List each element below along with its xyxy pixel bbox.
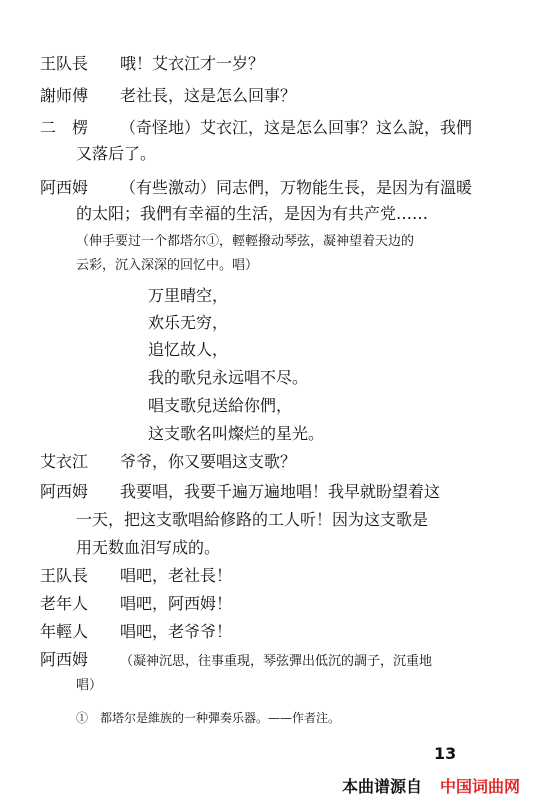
dialogue-text: （有些激动）同志們，万物能生長，是因为有溫暖 [120, 178, 473, 197]
page-number: 13 [434, 744, 457, 763]
speaker-name: 老年人 [40, 594, 89, 613]
speaker-name: 二 楞 [40, 118, 89, 137]
speaker-name: 阿西姆 [40, 650, 89, 669]
footnote: ① 都塔尔是維族的一种彈奏乐器。——作者注。 [76, 711, 341, 725]
source-watermark [342, 774, 520, 797]
speaker-name: 艾衣江 [40, 452, 89, 471]
speaker-name: 阿西姆 [40, 178, 89, 197]
song-line: 万里晴空， [148, 286, 229, 305]
dialogue-text: （奇怪地）艾衣江，这是怎么回事？这么說，我們 [120, 118, 473, 137]
footnote-divider [40, 688, 218, 694]
song-line: 我的歌兒永远唱不尽。 [148, 368, 309, 387]
dialogue-text: 唱） [76, 678, 103, 693]
source-label: 本曲谱源自 [342, 777, 423, 796]
speaker-name: 阿西姆 [40, 482, 89, 501]
dialogue-text: 用无数血泪写成的。 [76, 538, 221, 557]
dialogue-text: 哦！艾衣江才一岁？ [120, 54, 265, 73]
dialogue-text: 唱吧，老社長！ [120, 566, 233, 585]
dialogue-text: （凝神沉思，往事重現，琴弦彈出低沉的調子，沉重地 [120, 654, 433, 669]
speaker-name: 王队長 [40, 54, 89, 73]
dialogue-text: 我要唱，我要千遍万遍地唱！我早就盼望着这 [120, 482, 441, 501]
song-line: 这支歌名叫燦烂的星光。 [148, 424, 325, 443]
dialogue-text: 唱吧，阿西姆！ [120, 594, 233, 613]
dialogue-text: 一天，把这支歌唱給修路的工人听！因为这支歌是 [76, 510, 429, 529]
speaker-name: 謝师傅 [40, 86, 89, 105]
song-line: 欢乐无穷， [148, 313, 229, 332]
song-line: 唱支歌兒送給你們， [148, 396, 293, 415]
stage-direction-text: 云彩，沉入深深的回忆中。唱） [76, 258, 259, 273]
speaker-name: 王队長 [40, 566, 89, 585]
speaker-name: 年輕人 [40, 622, 89, 641]
source-brand-link[interactable]: 中国词曲网 [440, 777, 521, 796]
dialogue-text: 老社長，这是怎么回事？ [120, 86, 297, 105]
dialogue-text: 爷爷，你又要唱这支歌？ [120, 452, 297, 471]
song-line: 追忆故人， [148, 340, 229, 359]
stage-direction-text: （伸手要过一个都塔尔①，輕輕撥动琴弦，凝神望着天边的 [76, 234, 415, 249]
dialogue-text: 的太阳；我們有幸福的生活，是因为有共产党…… [76, 204, 429, 223]
dialogue-text: 唱吧，老爷爷！ [120, 622, 233, 641]
dialogue-text: 又落后了。 [76, 144, 157, 163]
